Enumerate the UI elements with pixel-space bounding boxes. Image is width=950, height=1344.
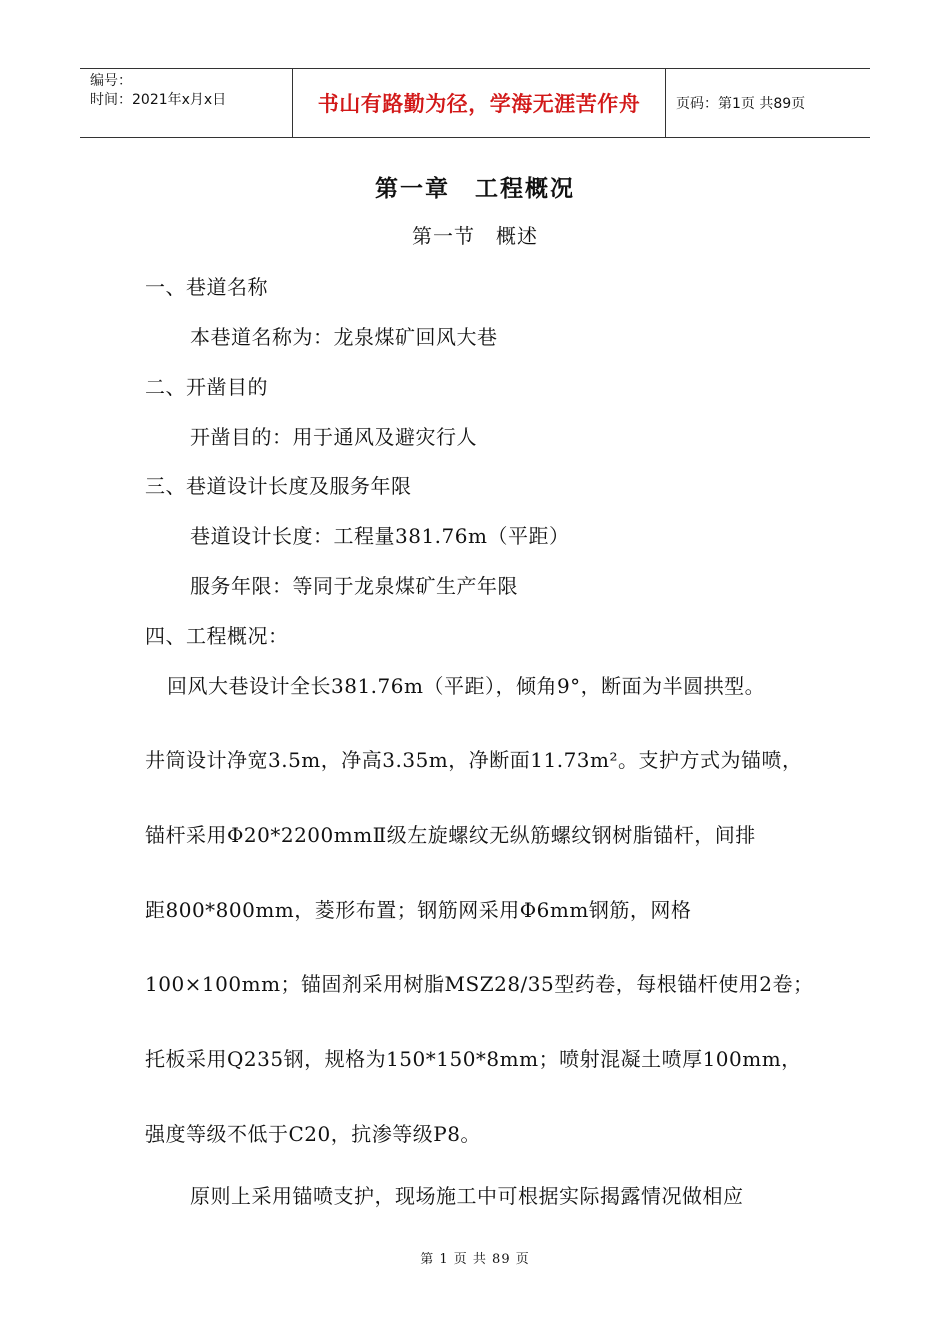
header-page-info: 页码：第1页 共89页 <box>676 96 806 112</box>
paragraph-line: 巷道设计长度：工程量381.76m（平距） <box>190 524 570 548</box>
heading-overview: 四、工程概况： <box>145 624 289 648</box>
paragraph-line: 服务年限：等同于龙泉煤矿生产年限 <box>190 574 518 598</box>
paragraph-line: 回风大巷设计全长381.76m（平距），倾角9°，断面为半圆拱型。 <box>167 674 766 698</box>
paragraph-line: 距800*800mm，菱形布置；钢筋网采用Φ6mm钢筋，网格 <box>145 898 692 922</box>
time-label: 时间：2021年x月x日 <box>90 92 227 108</box>
chapter-title: 第一章 工程概况 <box>375 176 575 202</box>
paragraph-line: 本巷道名称为：龙泉煤矿回风大巷 <box>190 325 498 349</box>
paragraph-line: 托板采用Q235钢，规格为150*150*8mm；喷射混凝土喷厚100mm， <box>145 1047 802 1071</box>
paragraph-line: 原则上采用锚喷支护，现场施工中可根据实际揭露情况做相应 <box>190 1184 744 1208</box>
number-label: 编号： <box>90 73 132 89</box>
paragraph-line: 强度等级不低于C20，抗渗等级P8。 <box>145 1122 481 1146</box>
section-title: 第一节 概述 <box>412 224 538 248</box>
heading-length-service: 三、巷道设计长度及服务年限 <box>145 474 412 498</box>
paragraph-line: 开凿目的：用于通风及避灾行人 <box>190 425 477 449</box>
paragraph-line: 井筒设计净宽3.5m，净高3.35m，净断面11.73m²。支护方式为锚喷， <box>145 748 803 772</box>
document-header <box>80 68 870 138</box>
heading-purpose: 二、开凿目的 <box>145 375 268 399</box>
page-footer: 第 1 页 共 89 页 <box>420 1252 530 1267</box>
paragraph-line: 锚杆采用Φ20*2200mmⅡ级左旋螺纹无纵筋螺纹钢树脂锚杆，间排 <box>145 823 756 847</box>
paragraph-line: 100×100mm；锚固剂采用树脂MSZ28/35型药卷，每根锚杆使用2卷； <box>145 972 814 996</box>
header-left-cell <box>80 69 293 137</box>
heading-tunnel-name: 一、巷道名称 <box>145 275 268 299</box>
header-motto: 书山有路勤为径，学海无涯苦作舟 <box>293 69 666 137</box>
